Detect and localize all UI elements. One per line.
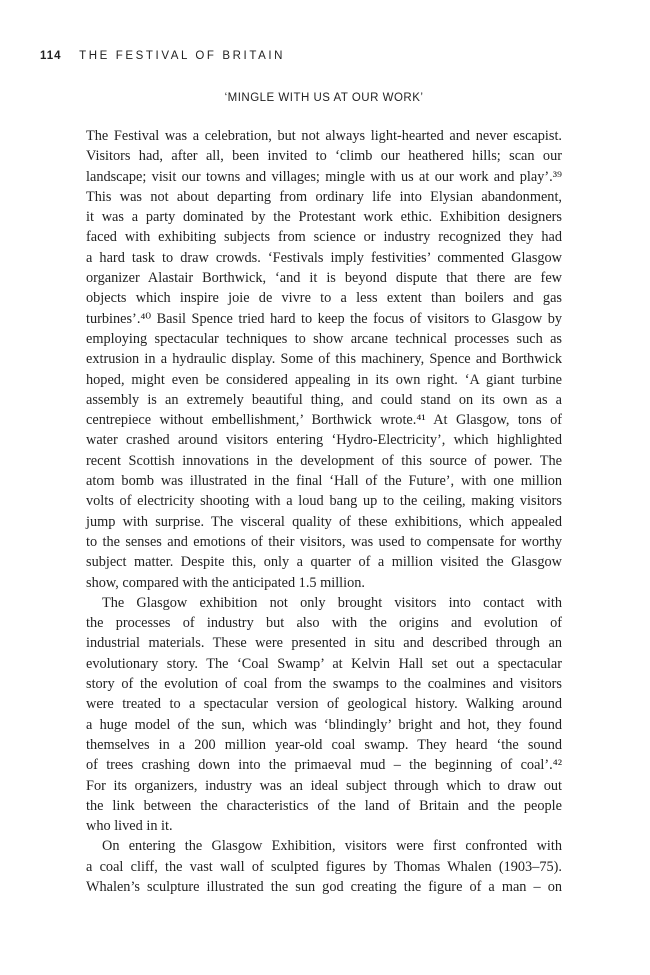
text-line: objects which inspire joie de vivre to a less extent than boilers and gas [86, 290, 562, 307]
text-line: The Festival was a celebration, but not always light-hearted and never escapist. [86, 128, 562, 144]
text-line: Visitors had, after all, been invited to ‘climb our heathered hills; scan our [86, 148, 562, 165]
text-line: centrepiece without embellishment,’ Borthwick wrote.⁴¹ At Glasgow, tons of [86, 412, 562, 429]
text-line: employing spectacular techniques to show arcane technical processes such as [86, 330, 562, 347]
text-line: industrial materials. These were presented in situ and described through an [86, 635, 562, 652]
text-line: hoped, might even be considered appealing in its own right. ‘A giant turbine [86, 371, 562, 388]
text-line: recent Scottish innovations in the development of this source of power. The [86, 452, 562, 469]
text-line: show, compared with the anticipated 1.5 million. [86, 574, 365, 591]
text-line: subject matter. Despite this, only a quarter of a million visited the Glasgow [86, 554, 562, 571]
body-text [86, 126, 562, 897]
paragraph-1 [86, 126, 562, 593]
text-line: The Glasgow exhibition not only brought visitors into contact with [102, 594, 562, 611]
text-line: Whalen’s sculpture illustrated the sun god creating the figure of a man – on [86, 878, 562, 895]
text-line: This was not about departing from ordinary life into Elysian abandonment, [86, 188, 562, 205]
text-line: faced with exhibiting subjects from science or industry recognized they had [86, 229, 562, 246]
text-line: who lived in it. [86, 818, 173, 835]
paragraph-3 [86, 836, 562, 897]
text-line: landscape; visit our towns and villages; mingle with us at our work and play’.³⁹ [86, 168, 562, 185]
text-line: were treated to a spectacular version of geological history. Walking around [86, 696, 562, 713]
text-line: evolutionary story. The ‘Coal Swamp’ at Kelvin Hall set out a spectacular [86, 655, 562, 672]
text-line: a huge model of the sun, which was ‘blindingly’ bright and hot, they found [86, 716, 562, 733]
text-line: a hard task to draw crowds. ‘Festivals imply festivities’ commented Glasgow [86, 249, 562, 266]
text-line: a coal cliff, the vast wall of sculpted figures by Thomas Whalen (1903–75). [86, 858, 562, 875]
text-line: themselves in a 200 million year-old coal swamp. They heard ‘the sound [86, 736, 562, 753]
text-line: of trees crashing down into the primaeval mud – the beginning of coal’.⁴² [86, 757, 562, 774]
text-line: assembly is an extremely beautiful thing, and could stand on its own as a [86, 391, 562, 408]
page-number: 114 [40, 50, 62, 62]
book-title: THE FESTIVAL OF BRITAIN [79, 50, 286, 62]
text-line: turbines’.⁴⁰ Basil Spence tried hard to keep the focus of visitors to Glasgow by [86, 310, 562, 327]
text-line: to the senses and emotions of their visitors, was used to compensate for worthy [86, 533, 562, 550]
text-line: extrusion in a hydraulic display. Some of this machinery, Spence and Borthwick [86, 351, 562, 368]
text-line: story of the evolution of coal from the swamps to the coalmines and visitors [86, 676, 562, 693]
text-line: organizer Alastair Borthwick, ‘and it is beyond dispute that there are few [86, 270, 562, 287]
section-title: ‘MINGLE WITH US AT OUR WORK’ [224, 92, 424, 104]
text-line: water crashed around visitors entering ‘Hydro-Electricity’, which highlighted [86, 432, 562, 449]
text-line: For its organizers, industry was an ideal subject through which to draw out [86, 777, 562, 794]
text-line: On entering the Glasgow Exhibition, visitors were first confronted with [102, 838, 562, 855]
text-line: volts of electricity shooting with a loud bang up to the ceiling, making visitors [86, 493, 562, 510]
text-line: the processes of industry but also with the origins and evolution of [86, 615, 562, 632]
paragraph-2 [86, 593, 562, 837]
text-line: atom bomb was illustrated in the final ‘Hall of the Future’, with one million [86, 473, 562, 490]
text-line: it was a party dominated by the Protestant work ethic. Exhibition designers [86, 209, 562, 226]
text-line: jump with surprise. The visceral quality of these exhibitions, which appealed [86, 513, 562, 530]
text-line: the link between the characteristics of the land of Britain and the people [86, 797, 562, 814]
running-head [40, 50, 285, 62]
